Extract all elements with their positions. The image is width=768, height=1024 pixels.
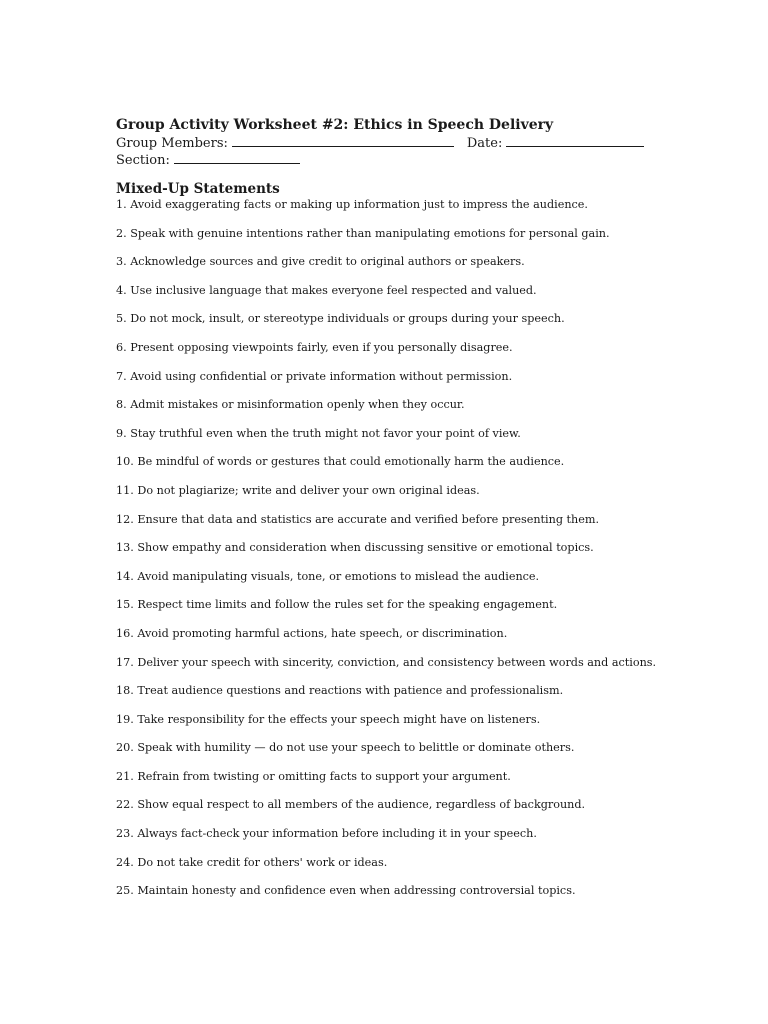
section-line — [116, 152, 736, 169]
statement-item: 24. Do not take credit for others' work or ideas. — [116, 855, 388, 869]
statement-item: 11. Do not plagiarize; write and deliver your own original ideas. — [116, 483, 480, 497]
worksheet-title: Group Activity Worksheet #2: Ethics in Speech Delivery — [116, 117, 554, 133]
statement-item: 10. Be mindful of words or gestures that could emotionally harm the audience. — [116, 455, 565, 469]
date-label: Date: — [466, 136, 503, 151]
statement-item: 17. Deliver your speech with sincerity, conviction, and consistency between words and actions. — [116, 655, 657, 669]
statement-item: 12. Ensure that data and statistics are accurate and verified before presenting them. — [116, 512, 600, 526]
statement-list — [116, 198, 736, 913]
statement-item: 1. Avoid exaggerating facts or making up information just to impress the audience. — [116, 198, 588, 211]
statement-item: 21. Refrain from twisting or omitting facts to support your argument. — [116, 769, 511, 783]
statement-item: 2. Speak with genuine intentions rather than manipulating emotions for personal gain. — [116, 226, 610, 240]
statement-item: 13. Show empathy and consideration when discussing sensitive or emotional topics. — [116, 541, 594, 555]
group-members-line — [116, 135, 736, 152]
statement-item: 16. Avoid promoting harmful actions, hate speech, or discrimination. — [116, 626, 508, 640]
statement-item: 3. Acknowledge sources and give credit to original authors or speakers. — [116, 255, 525, 269]
date-field — [467, 135, 644, 152]
statement-item: 7. Avoid using confidential or private information without permission. — [116, 369, 513, 383]
group-members-label: Group Members: — [116, 136, 228, 151]
statement-item: 20. Speak with humility — do not use your speech to belittle or dominate others. — [116, 741, 575, 755]
statement-item: 5. Do not mock, insult, or stereotype individuals or groups during your speech. — [116, 312, 565, 326]
statement-item: 14. Avoid manipulating visuals, tone, or emotions to mislead the audience. — [116, 569, 540, 583]
statement-item: 9. Stay truthful even when the truth might not favor your point of view. — [116, 426, 521, 440]
section-heading: Mixed-Up Statements — [116, 181, 280, 197]
group-members-blank — [232, 135, 454, 147]
statement-item: 19. Take responsibility for the effects your speech might have on listeners. — [116, 712, 541, 726]
statement-item: 15. Respect time limits and follow the rules set for the speaking engagement. — [116, 598, 558, 612]
date-blank — [506, 135, 644, 147]
section-label: Section: — [116, 153, 170, 168]
statement-item: 18. Treat audience questions and reactions with patience and professionalism. — [116, 684, 564, 698]
statement-item: 23. Always fact-check your information before including it in your speech. — [116, 827, 537, 841]
section-blank — [174, 152, 300, 164]
statement-item: 25. Maintain honesty and confidence even when addressing controversial topics. — [116, 884, 576, 898]
statement-item: 8. Admit mistakes or misinformation openly when they occur. — [116, 398, 465, 412]
statement-item: 22. Show equal respect to all members of the audience, regardless of background. — [116, 798, 586, 812]
statement-item: 4. Use inclusive language that makes everyone feel respected and valued. — [116, 283, 537, 297]
worksheet-page — [116, 116, 736, 913]
statement-item: 6. Present opposing viewpoints fairly, even if you personally disagree. — [116, 340, 513, 354]
